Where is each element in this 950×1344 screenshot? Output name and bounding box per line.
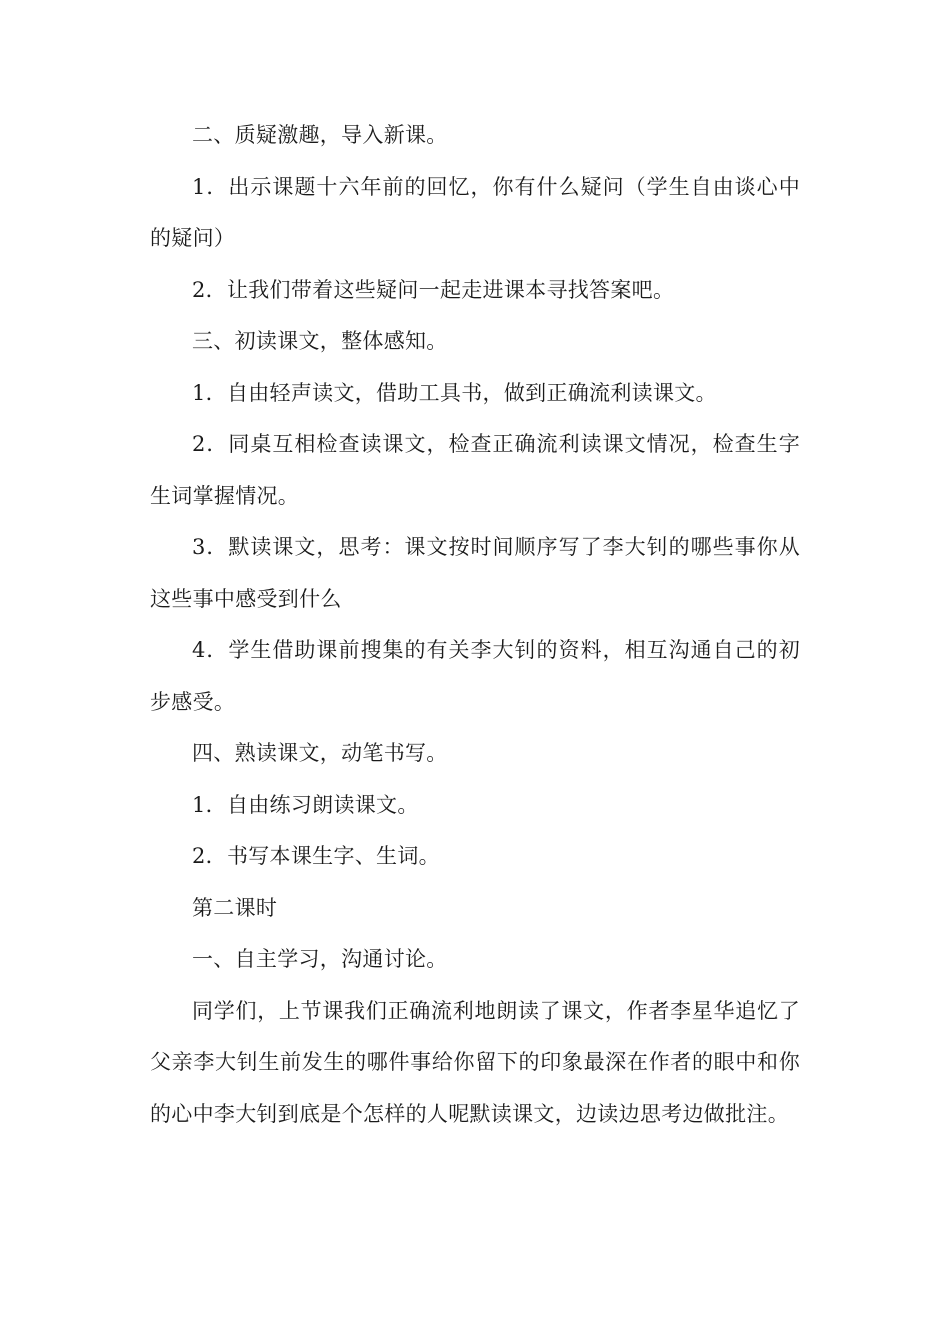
list-item: 1．自由轻声读文，借助工具书，做到正确流利读课文。 xyxy=(192,380,717,405)
section-heading-2: 二、质疑激趣，导入新课。 xyxy=(192,123,448,147)
list-item: 1．出示课题十六年前的回忆，你有什么疑问（学生自由谈心中的疑问） xyxy=(150,174,800,250)
body-paragraph: 同学们，上节课我们正确流利地朗读了课文，作者李星华追忆了父亲李大钊生前发生的哪件事给你留下的印象最深在作者的眼中和你的心中李大钊到底是个怎样的人呢默读课文，边读边思考边做批注。 xyxy=(150,998,800,1126)
list-item: 2．让我们带着这些疑问一起走进课本寻找答案吧。 xyxy=(192,277,675,302)
list-item: 1．自由练习朗读课文。 xyxy=(192,792,419,817)
document-page xyxy=(150,110,800,1140)
section-heading-4: 四、熟读课文，动笔书写。 xyxy=(192,741,448,765)
lesson-heading: 第二课时 xyxy=(192,895,278,920)
list-item: 2．同桌互相检查读课文，检查正确流利读课文情况，检查生字生词掌握情况。 xyxy=(150,432,800,508)
list-item: 4．学生借助课前搜集的有关李大钊的资料，相互沟通自己的初步感受。 xyxy=(150,638,800,714)
list-item: 2．书写本课生字、生词。 xyxy=(192,844,440,868)
list-item: 3．默读课文，思考：课文按时间顺序写了李大钊的哪些事你从这些事中感受到什么 xyxy=(150,535,800,611)
section-heading-3: 三、初读课文，整体感知。 xyxy=(192,329,448,353)
section-heading-1: 一、自主学习，沟通讨论。 xyxy=(192,947,448,971)
